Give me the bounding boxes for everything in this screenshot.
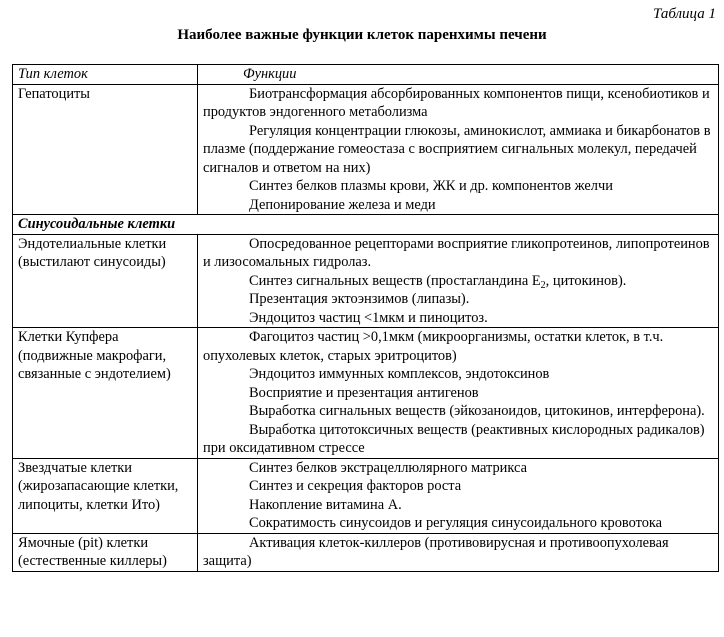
function-item [203,272,714,291]
cell-functions [198,84,719,215]
function-item: Опосредованное рецепторами восприятие гликопротеинов, липопротеинов и лизосомальных гидролаз. [203,235,710,270]
function-item: Синтез и секреция факторов роста [249,478,462,494]
function-item: Биотрансформация абсорбированных компонентов пищи, ксенобиотиков и продуктов эндогенного метаболизма [203,85,710,120]
function-item: Восприятие и презентация антигенов [249,384,479,401]
header-cell-functions: Функции [198,65,719,85]
header-cell-type: Тип клеток [13,65,198,85]
table-number: Таблица 1 [653,6,716,22]
cell-functions [198,234,719,328]
function-item: Сократимость синусоидов и регуляция синусоидального кровотока [249,515,663,531]
function-item: Выработка сигнальных веществ (эйкозаноидов, цитокинов, интерферона). [249,403,705,419]
function-item: Эндоцитоз иммунных комплексов, эндотоксинов [249,366,550,382]
table-header-row [13,65,719,85]
function-item: Выработка цитотоксичных веществ (реактивных кислородных радикалов) при оксидативном стрессе [203,421,705,456]
cell-functions [198,533,719,571]
liver-cells-table [12,64,719,572]
cell-functions [198,458,719,533]
function-item: Синтез белков плазмы крови, ЖК и др. компонентов желчи [249,178,613,194]
cell-functions [198,328,719,459]
table-row [13,84,719,215]
function-item: Накопление витамина А. [249,496,402,513]
table-row [13,533,719,571]
subscript: 2 [540,279,546,291]
table-title: Наиболее важные функции клеток паренхимы печени [177,27,547,43]
function-item: Презентация эктоэнзимов (липазы). [249,291,470,307]
cell-type: Звездчатые клетки (жирозапасающие клетки, липоциты, клетки Ито) [13,458,198,533]
function-item: Эндоцитоз частиц <1мкм и пиноцитоз. [249,309,488,326]
table-row [13,328,719,459]
table-row [13,234,719,328]
cell-type: Клетки Купфера (подвижные макрофаги, связанные с эндотелием) [13,328,198,459]
cell-type: Ямочные (pit) клетки (естественные киллеры) [13,533,198,571]
section-label: Синусоидальные клетки [13,215,719,235]
cell-type: Гепатоциты [13,84,198,215]
section-header-row [13,215,719,235]
function-item: Фагоцитоз частиц >0,1мкм (микроорганизмы, остатки клеток, в т.ч. опухолевых клеток, старых эритроцитов) [203,329,664,364]
function-item: Активация клеток-киллеров (противовирусная и противоопухолевая защита) [203,534,669,569]
function-item: Депонирование железа и меди [249,196,436,213]
table-row [13,458,719,533]
function-item: Регуляция концентрации глюкозы, аминокислот, аммиака и бикарбонатов в плазме (поддержание гомеостаза с восприятием сигнальных молекул, передачей сигналов и ответом на них) [203,122,711,176]
function-text: Синтез сигнальных веществ (простагландина Е [249,272,541,289]
cell-type: Эндотелиальные клетки (выстилают синусоиды) [13,234,198,328]
function-text: , цитокинов). [545,272,627,289]
function-item: Синтез белков экстрацеллюлярного матрикса [249,459,527,476]
